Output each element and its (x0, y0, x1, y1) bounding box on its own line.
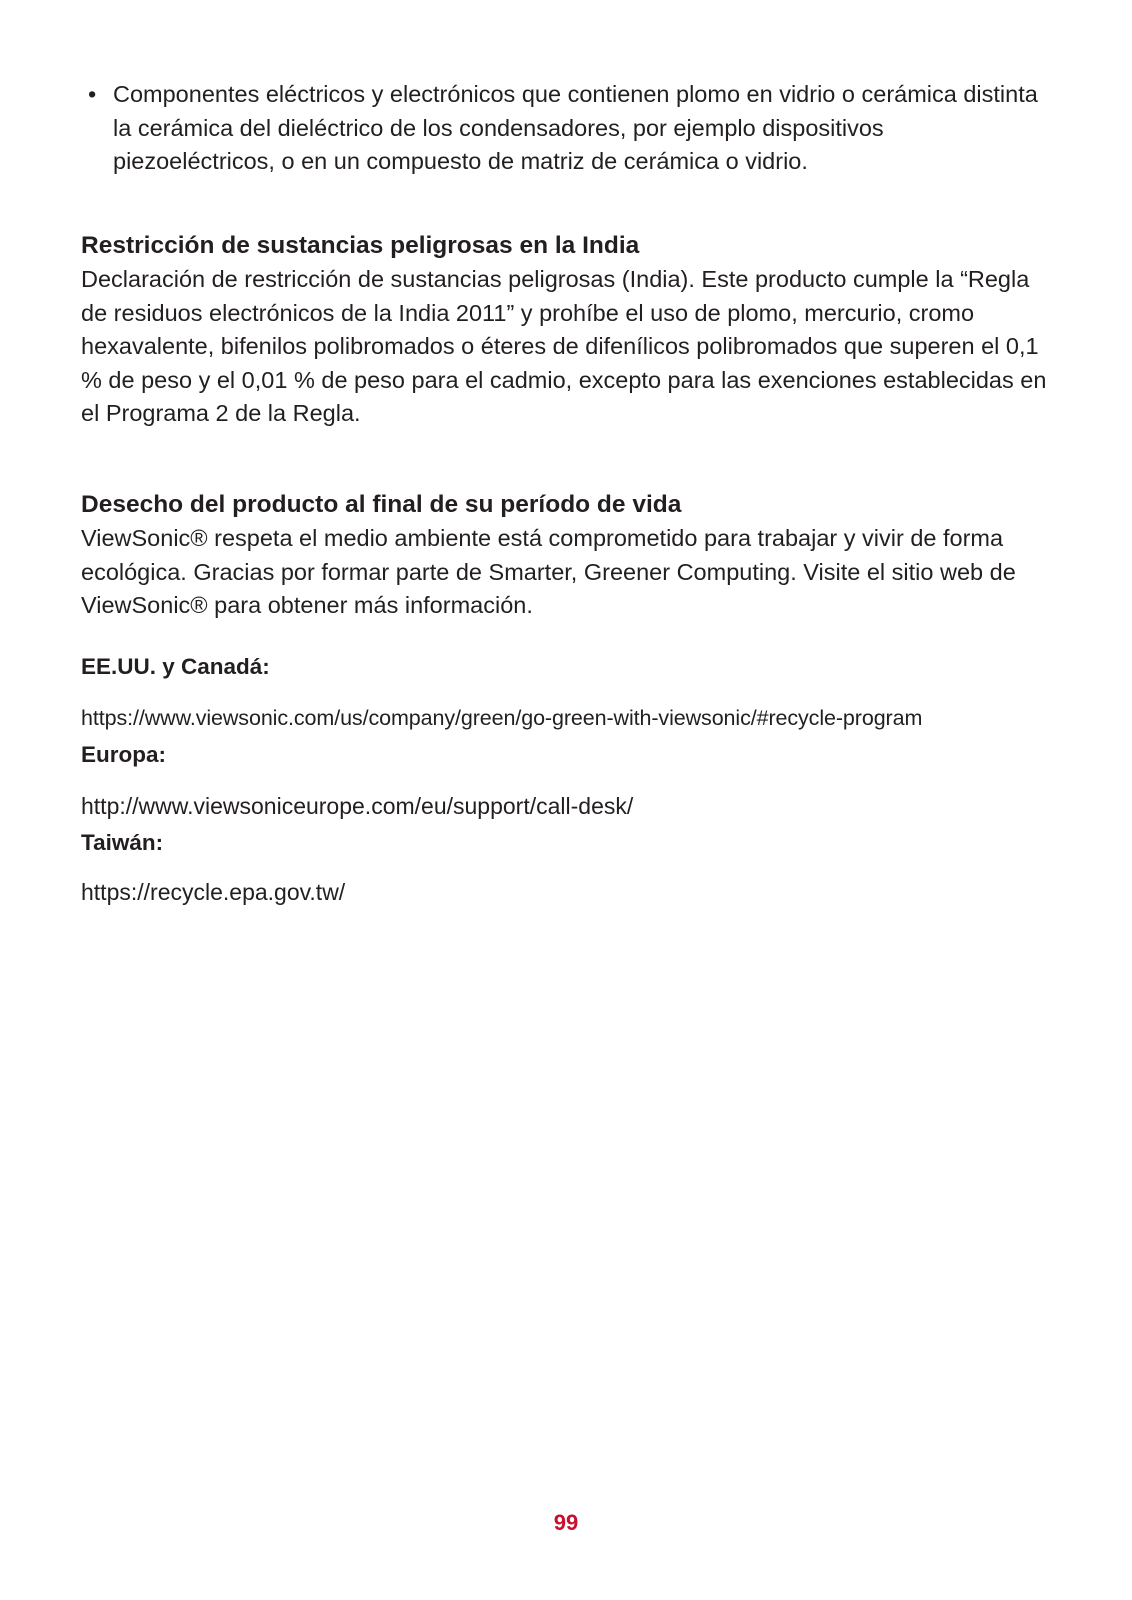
bullet-list-item (88, 78, 1048, 179)
region-link-europe[interactable]: http://www.viewsoniceurope.com/eu/support/call-desk/ (81, 793, 634, 819)
bullet-icon: • (88, 81, 97, 107)
page-number: 99 (553, 1510, 579, 1535)
disposal-body: ViewSonic® respeta el medio ambiente está comprometido para trabajar y vivir de forma ecológica. Gracias por formar parte de Smarter, Greener Computing. Visite el sitio web de ViewSonic® para obtener más información. (81, 525, 1016, 618)
region-link-us-canada[interactable]: https://www.viewsonic.com/us/company/green/go-green-with-viewsonic/#recycle-program (81, 706, 923, 730)
india-rohs-section (81, 229, 1061, 431)
disposal-heading: Desecho del producto al final de su período de vida (81, 491, 682, 518)
region-label-us-canada: EE.UU. y Canadá: (81, 654, 270, 679)
region-label-europe: Europa: (81, 742, 167, 767)
region-link-taiwan[interactable]: https://recycle.epa.gov.tw/ (81, 879, 346, 905)
region-label-taiwan: Taiwán: (81, 830, 164, 855)
disposal-section (81, 488, 1061, 623)
india-rohs-body: Declaración de restricción de sustancias peligrosas (India). Este producto cumple la “Regla de residuos electrónicos de la India 2011” y prohíbe el uso de plomo, mercurio, cromo hexavalente, bifenilos polibromados o éteres de difenílicos polibromados que superen el 0,1 % de peso y el 0,01 % de peso para el cadmio, excepto para las exenciones establecidas en el Programa 2 de la Regla. (81, 266, 1047, 426)
bullet-text: Componentes eléctricos y electrónicos que contienen plomo en vidrio o cerámica distinta la cerámica del dieléctrico de los condensadores, por ejemplo dispositivos piezoeléctricos, o en un compuesto de matriz de cerámica o vidrio. (113, 81, 1038, 174)
india-rohs-heading: Restricción de sustancias peligrosas en la India (81, 232, 640, 259)
